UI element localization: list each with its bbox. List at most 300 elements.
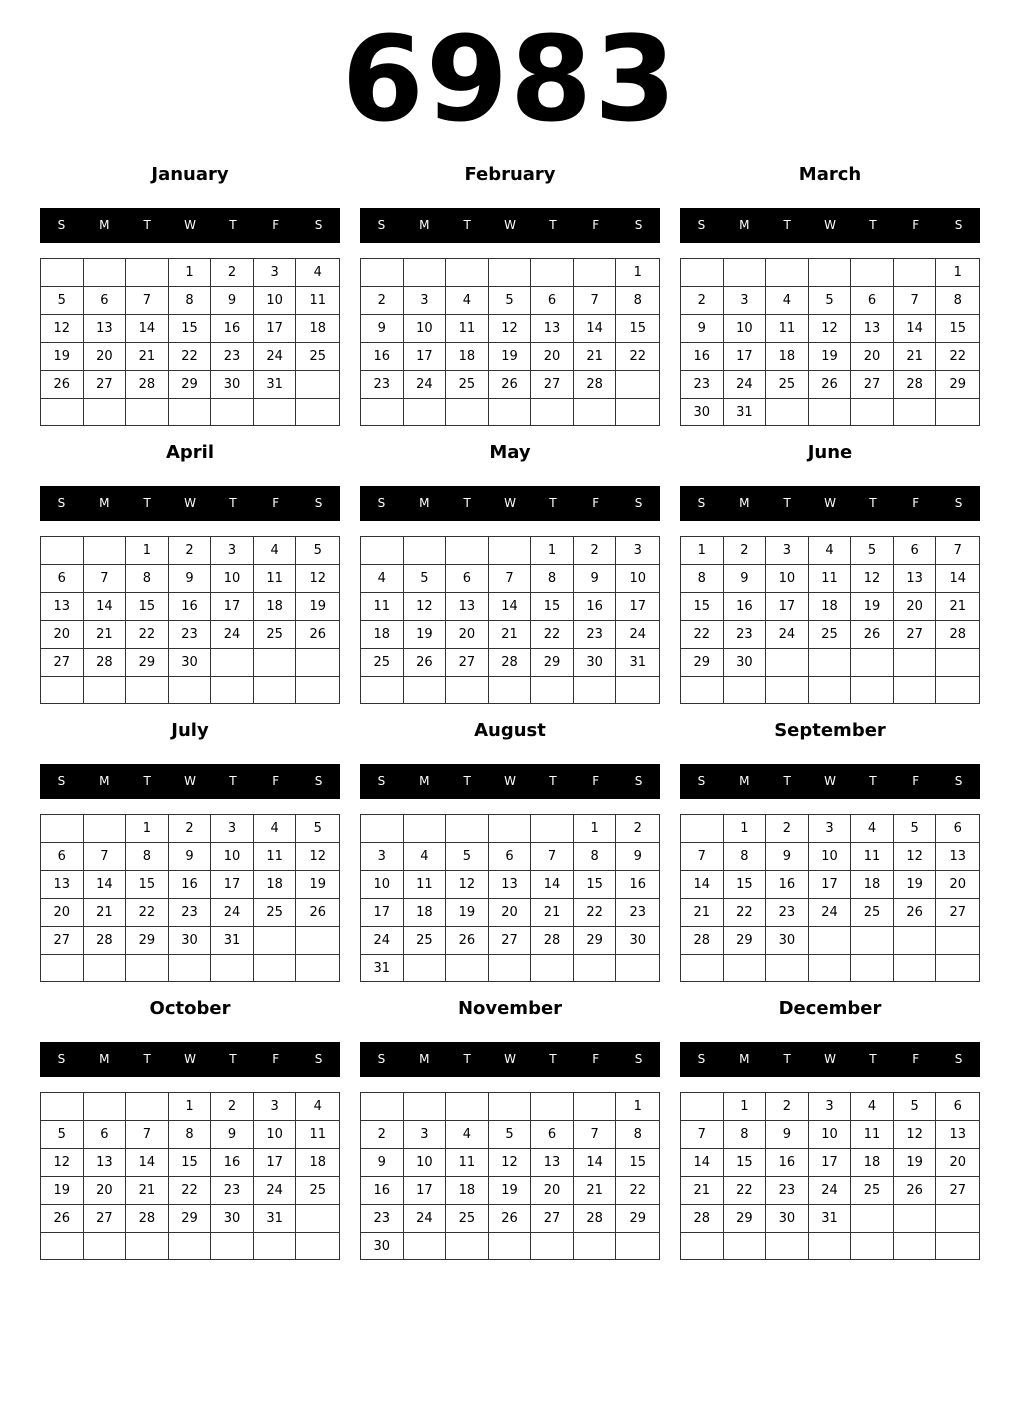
month-october [40, 994, 340, 1258]
empty-day-cell [531, 1093, 574, 1121]
empty-day-cell [41, 1233, 84, 1259]
empty-day-cell [894, 677, 937, 703]
day-cell: 4 [296, 1093, 339, 1121]
day-cell: 7 [126, 1121, 169, 1149]
weekday-label: S [314, 496, 323, 510]
day-cell: 7 [489, 565, 532, 593]
day-cell: 22 [936, 343, 979, 371]
day-cell: 6 [84, 287, 127, 315]
empty-day-cell [126, 259, 169, 287]
day-cell: 26 [446, 927, 489, 955]
day-cell: 15 [169, 315, 212, 343]
day-cell: 13 [446, 593, 489, 621]
day-cell: 27 [531, 1205, 574, 1233]
day-cell: 17 [404, 1177, 447, 1205]
empty-day-cell [84, 677, 127, 703]
day-cell: 4 [254, 537, 297, 565]
day-cell: 23 [211, 343, 254, 371]
day-cell: 4 [851, 815, 894, 843]
day-cell: 17 [809, 1149, 852, 1177]
day-cell: 22 [169, 343, 212, 371]
empty-day-cell [531, 815, 574, 843]
day-cell: 12 [489, 315, 532, 343]
day-cell: 13 [936, 843, 979, 871]
day-cell: 6 [936, 1093, 979, 1121]
empty-day-cell [851, 649, 894, 677]
day-cell: 14 [489, 593, 532, 621]
day-cell: 24 [361, 927, 404, 955]
day-cell: 22 [724, 899, 767, 927]
day-cell: 8 [169, 287, 212, 315]
weekday-label: T [783, 218, 791, 232]
empty-day-cell [574, 1233, 617, 1260]
day-cell: 30 [211, 371, 254, 399]
day-cell: 12 [41, 1149, 84, 1177]
weekday-label: F [912, 496, 920, 510]
day-cell: 19 [446, 899, 489, 927]
empty-day-cell [851, 927, 894, 955]
day-cell: 24 [211, 621, 254, 649]
day-cell: 1 [169, 1093, 212, 1121]
day-cell: 19 [851, 593, 894, 621]
day-cell: 30 [766, 1205, 809, 1233]
day-cell: 1 [126, 815, 169, 843]
day-cell: 21 [84, 899, 127, 927]
day-cell: 2 [766, 1093, 809, 1121]
day-cell: 28 [126, 371, 169, 399]
day-cell: 12 [41, 315, 84, 343]
day-cell: 6 [531, 1121, 574, 1149]
day-cell: 23 [361, 1205, 404, 1233]
day-cell: 29 [936, 371, 979, 399]
weekday-header [40, 764, 340, 799]
weekday-label: T [143, 1052, 151, 1066]
weekday-header [680, 208, 980, 243]
weekday-label: W [824, 774, 836, 788]
weekday-label: M [99, 774, 110, 788]
day-cell: 2 [361, 1121, 404, 1149]
month-september [680, 716, 980, 980]
weekday-label: T [783, 496, 791, 510]
empty-day-cell [254, 399, 297, 425]
day-cell: 13 [531, 315, 574, 343]
day-cell: 6 [489, 843, 532, 871]
day-cell: 24 [809, 899, 852, 927]
empty-day-cell [531, 955, 574, 982]
weekday-label: T [229, 218, 237, 232]
empty-day-cell [254, 955, 297, 981]
empty-day-cell [84, 815, 127, 843]
day-cell: 23 [574, 621, 617, 649]
day-cell: 22 [126, 899, 169, 927]
day-cell: 25 [851, 899, 894, 927]
empty-day-cell [766, 259, 809, 287]
day-cell: 22 [574, 899, 617, 927]
day-cell: 29 [169, 1205, 212, 1233]
month-march [680, 160, 980, 424]
empty-day-cell [894, 927, 937, 955]
day-cell: 2 [766, 815, 809, 843]
weekday-header [360, 764, 660, 799]
day-cell: 4 [361, 565, 404, 593]
day-cell: 9 [211, 287, 254, 315]
day-cell: 20 [84, 1177, 127, 1205]
weekday-label: M [99, 496, 110, 510]
empty-day-cell [211, 677, 254, 703]
weekday-label: T [869, 774, 877, 788]
day-cell: 6 [894, 537, 937, 565]
day-cell: 16 [616, 871, 659, 899]
day-cell: 7 [681, 1121, 724, 1149]
empty-day-cell [851, 1233, 894, 1259]
empty-day-cell [41, 1093, 84, 1121]
day-cell: 16 [211, 315, 254, 343]
day-cell: 19 [894, 1149, 937, 1177]
day-grid [40, 814, 340, 982]
empty-day-cell [41, 815, 84, 843]
day-cell: 5 [894, 815, 937, 843]
day-cell: 29 [169, 371, 212, 399]
day-cell: 16 [169, 871, 212, 899]
empty-day-cell [211, 1233, 254, 1259]
day-cell: 6 [41, 565, 84, 593]
weekday-label: S [954, 496, 963, 510]
weekday-header [680, 1042, 980, 1077]
weekday-label: F [592, 1052, 600, 1066]
weekday-label: T [463, 1052, 471, 1066]
empty-day-cell [296, 677, 339, 703]
empty-day-cell [894, 259, 937, 287]
empty-day-cell [84, 1233, 127, 1259]
day-cell: 21 [531, 899, 574, 927]
day-cell: 2 [574, 537, 617, 565]
month-title: August [474, 720, 546, 741]
empty-day-cell [616, 399, 659, 425]
empty-day-cell [681, 955, 724, 981]
day-cell: 16 [766, 871, 809, 899]
empty-day-cell [126, 677, 169, 703]
day-cell: 23 [616, 899, 659, 927]
day-cell: 28 [894, 371, 937, 399]
day-cell: 5 [296, 537, 339, 565]
empty-day-cell [446, 399, 489, 425]
weekday-label: S [57, 1052, 66, 1066]
day-cell: 15 [681, 593, 724, 621]
empty-day-cell [296, 927, 339, 955]
empty-day-cell [404, 259, 447, 287]
weekday-label: S [377, 496, 386, 510]
weekday-label: M [419, 1052, 430, 1066]
day-cell: 26 [851, 621, 894, 649]
day-cell: 10 [211, 565, 254, 593]
empty-day-cell [809, 399, 852, 426]
weekday-label: W [184, 774, 196, 788]
day-cell: 9 [766, 1121, 809, 1149]
month-title: May [489, 442, 531, 463]
empty-day-cell [296, 1205, 339, 1233]
empty-day-cell [41, 537, 84, 565]
empty-day-cell [809, 1233, 852, 1259]
day-cell: 24 [809, 1177, 852, 1205]
day-cell: 20 [84, 343, 127, 371]
day-cell: 5 [851, 537, 894, 565]
day-cell: 7 [84, 565, 127, 593]
day-cell: 30 [616, 927, 659, 955]
day-cell: 24 [254, 343, 297, 371]
day-cell: 12 [809, 315, 852, 343]
day-cell: 29 [531, 649, 574, 677]
month-title: July [171, 720, 209, 741]
day-cell: 21 [574, 343, 617, 371]
day-cell: 24 [766, 621, 809, 649]
day-cell: 27 [84, 371, 127, 399]
empty-day-cell [766, 399, 809, 426]
empty-day-cell [211, 955, 254, 981]
day-cell: 30 [724, 649, 767, 677]
day-grid [40, 1092, 340, 1260]
empty-day-cell [809, 259, 852, 287]
empty-day-cell [574, 399, 617, 425]
day-cell: 20 [851, 343, 894, 371]
day-cell: 15 [169, 1149, 212, 1177]
day-cell: 24 [404, 1205, 447, 1233]
weekday-label: S [697, 496, 706, 510]
day-cell: 10 [809, 1121, 852, 1149]
empty-day-cell [851, 399, 894, 426]
weekday-label: M [99, 1052, 110, 1066]
day-cell: 3 [809, 815, 852, 843]
day-cell: 1 [531, 537, 574, 565]
day-cell: 7 [84, 843, 127, 871]
day-cell: 21 [126, 343, 169, 371]
day-cell: 13 [41, 871, 84, 899]
weekday-header [40, 486, 340, 521]
day-cell: 1 [169, 259, 212, 287]
day-cell: 28 [936, 621, 979, 649]
weekday-label: S [377, 1052, 386, 1066]
day-cell: 25 [446, 1205, 489, 1233]
day-cell: 30 [681, 399, 724, 426]
day-cell: 27 [531, 371, 574, 399]
day-cell: 14 [126, 315, 169, 343]
day-cell: 14 [574, 315, 617, 343]
weekday-label: S [634, 218, 643, 232]
empty-day-cell [724, 955, 767, 981]
day-cell: 12 [894, 843, 937, 871]
day-cell: 14 [126, 1149, 169, 1177]
empty-day-cell [681, 815, 724, 843]
empty-day-cell [489, 815, 532, 843]
day-cell: 21 [574, 1177, 617, 1205]
empty-day-cell [169, 955, 212, 981]
day-cell: 6 [84, 1121, 127, 1149]
weekday-label: T [869, 218, 877, 232]
day-cell: 2 [681, 287, 724, 315]
day-cell: 25 [809, 621, 852, 649]
empty-day-cell [574, 259, 617, 287]
day-cell: 4 [446, 1121, 489, 1149]
day-cell: 15 [936, 315, 979, 343]
empty-day-cell [531, 1233, 574, 1260]
day-cell: 31 [616, 649, 659, 677]
empty-day-cell [894, 399, 937, 426]
weekday-label: S [954, 218, 963, 232]
day-cell: 21 [84, 621, 127, 649]
day-cell: 15 [126, 871, 169, 899]
day-cell: 8 [616, 287, 659, 315]
empty-day-cell [936, 677, 979, 703]
day-cell: 21 [489, 621, 532, 649]
day-cell: 25 [361, 649, 404, 677]
day-cell: 2 [724, 537, 767, 565]
day-cell: 9 [361, 1149, 404, 1177]
day-grid [40, 258, 340, 426]
day-cell: 31 [724, 399, 767, 426]
day-grid [360, 536, 660, 704]
day-cell: 1 [616, 1093, 659, 1121]
month-title: October [149, 998, 231, 1019]
empty-day-cell [126, 955, 169, 981]
empty-day-cell [724, 677, 767, 703]
day-cell: 3 [211, 537, 254, 565]
day-cell: 14 [84, 593, 127, 621]
day-cell: 15 [724, 1149, 767, 1177]
weekday-label: W [504, 774, 516, 788]
day-cell: 13 [84, 1149, 127, 1177]
day-cell: 16 [211, 1149, 254, 1177]
weekday-label: W [184, 496, 196, 510]
weekday-label: F [912, 1052, 920, 1066]
day-cell: 10 [766, 565, 809, 593]
empty-day-cell [936, 649, 979, 677]
empty-day-cell [254, 1233, 297, 1259]
day-cell: 23 [681, 371, 724, 399]
month-november [360, 994, 660, 1258]
weekday-header [360, 1042, 660, 1077]
day-cell: 25 [851, 1177, 894, 1205]
day-cell: 17 [254, 315, 297, 343]
weekday-label: W [184, 1052, 196, 1066]
day-cell: 12 [851, 565, 894, 593]
day-cell: 29 [126, 927, 169, 955]
day-cell: 29 [126, 649, 169, 677]
weekday-label: F [272, 496, 280, 510]
empty-day-cell [616, 1233, 659, 1260]
day-cell: 1 [574, 815, 617, 843]
day-cell: 21 [126, 1177, 169, 1205]
day-cell: 19 [41, 343, 84, 371]
day-cell: 2 [616, 815, 659, 843]
day-cell: 28 [489, 649, 532, 677]
day-cell: 6 [851, 287, 894, 315]
empty-day-cell [766, 955, 809, 981]
day-cell: 19 [404, 621, 447, 649]
day-cell: 11 [851, 843, 894, 871]
empty-day-cell [936, 955, 979, 981]
day-cell: 14 [574, 1149, 617, 1177]
day-cell: 11 [446, 315, 489, 343]
day-cell: 9 [766, 843, 809, 871]
day-cell: 27 [41, 927, 84, 955]
day-cell: 11 [446, 1149, 489, 1177]
day-cell: 27 [936, 1177, 979, 1205]
day-cell: 12 [296, 565, 339, 593]
day-cell: 3 [211, 815, 254, 843]
day-cell: 8 [574, 843, 617, 871]
day-cell: 10 [809, 843, 852, 871]
day-cell: 22 [126, 621, 169, 649]
weekday-label: S [954, 1052, 963, 1066]
day-cell: 3 [724, 287, 767, 315]
day-cell: 8 [531, 565, 574, 593]
empty-day-cell [361, 259, 404, 287]
empty-day-cell [851, 1205, 894, 1233]
day-grid [40, 536, 340, 704]
empty-day-cell [254, 649, 297, 677]
empty-day-cell [169, 677, 212, 703]
day-cell: 18 [296, 315, 339, 343]
empty-day-cell [446, 1093, 489, 1121]
day-cell: 28 [84, 927, 127, 955]
day-cell: 18 [851, 1149, 894, 1177]
empty-day-cell [489, 1093, 532, 1121]
day-cell: 21 [681, 1177, 724, 1205]
empty-day-cell [724, 259, 767, 287]
empty-day-cell [681, 1093, 724, 1121]
day-cell: 23 [766, 1177, 809, 1205]
empty-day-cell [809, 927, 852, 955]
day-cell: 15 [616, 315, 659, 343]
day-cell: 24 [254, 1177, 297, 1205]
day-cell: 5 [489, 287, 532, 315]
weekday-label: S [314, 774, 323, 788]
empty-day-cell [574, 1093, 617, 1121]
empty-day-cell [84, 259, 127, 287]
day-cell: 17 [809, 871, 852, 899]
month-title: February [464, 164, 556, 185]
weekday-label: S [377, 774, 386, 788]
day-cell: 16 [724, 593, 767, 621]
day-cell: 28 [531, 927, 574, 955]
day-cell: 19 [296, 593, 339, 621]
day-cell: 23 [361, 371, 404, 399]
day-cell: 25 [296, 1177, 339, 1205]
empty-day-cell [809, 955, 852, 981]
day-cell: 17 [616, 593, 659, 621]
day-cell: 20 [936, 871, 979, 899]
empty-day-cell [894, 649, 937, 677]
weekday-label: S [377, 218, 386, 232]
empty-day-cell [936, 927, 979, 955]
day-cell: 5 [41, 287, 84, 315]
day-cell: 16 [361, 1177, 404, 1205]
empty-day-cell [211, 649, 254, 677]
month-may [360, 438, 660, 702]
day-cell: 16 [681, 343, 724, 371]
day-cell: 10 [361, 871, 404, 899]
day-cell: 23 [169, 621, 212, 649]
weekday-label: M [739, 774, 750, 788]
month-title: April [165, 442, 215, 463]
day-cell: 22 [531, 621, 574, 649]
empty-day-cell [851, 677, 894, 703]
weekday-label: F [592, 218, 600, 232]
weekday-label: S [697, 774, 706, 788]
empty-day-cell [766, 649, 809, 677]
day-cell: 6 [41, 843, 84, 871]
weekday-label: T [549, 774, 557, 788]
day-cell: 9 [616, 843, 659, 871]
